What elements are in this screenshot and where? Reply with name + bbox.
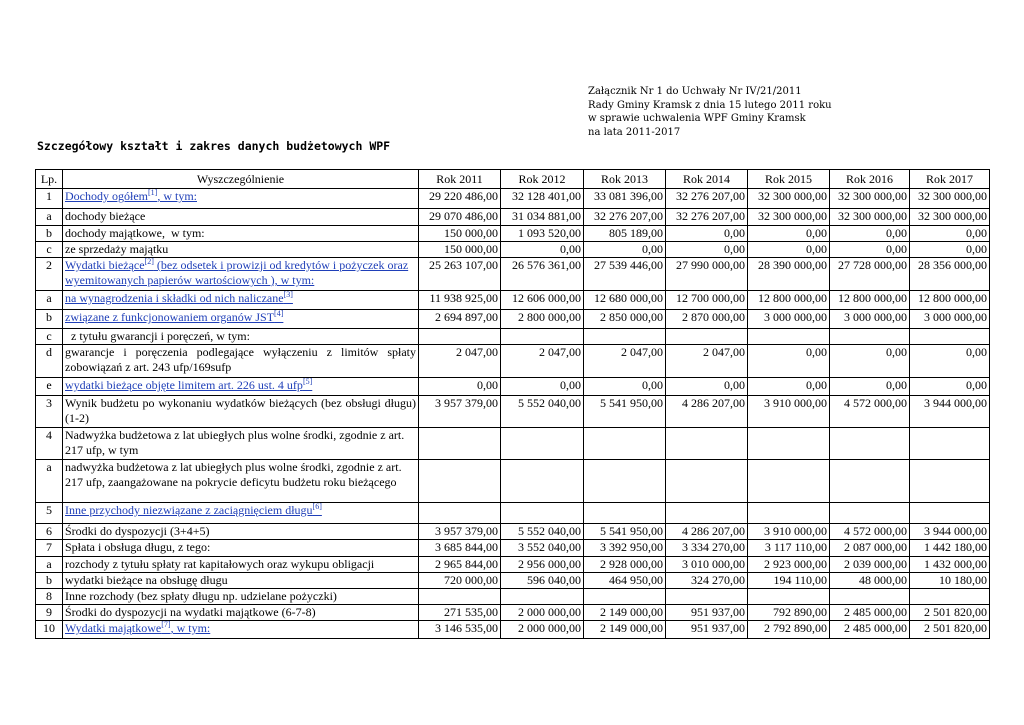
value-cell-2013: 27 539 446,00 (584, 258, 666, 291)
value-cell-2014: 0,00 (666, 242, 748, 258)
annex-line-2: Rady Gminy Kramsk z dnia 15 lutego 2011 roku (588, 99, 832, 111)
value-cell-2012: 2 000 000,00 (501, 605, 584, 621)
row-description (63, 310, 419, 329)
row-description (63, 329, 419, 345)
row-description (63, 226, 419, 242)
row-description (63, 209, 419, 226)
value-cell-2015 (748, 428, 830, 460)
row-description (63, 428, 419, 460)
value-cell-2011: 150 000,00 (419, 242, 501, 258)
row-lp: a (36, 209, 63, 226)
row-lp: 1 (36, 189, 63, 209)
value-cell-2017: 3 944 000,00 (910, 524, 990, 540)
value-cell-2016: 48 000,00 (830, 573, 910, 589)
value-cell-2016 (830, 329, 910, 345)
value-cell-2011 (419, 329, 501, 345)
value-cell-2012: 0,00 (501, 242, 584, 258)
value-cell-2011 (419, 589, 501, 605)
value-cell-2011: 0,00 (419, 378, 501, 396)
value-cell-2016: 0,00 (830, 345, 910, 378)
value-cell-2016: 0,00 (830, 242, 910, 258)
value-cell-2011: 150 000,00 (419, 226, 501, 242)
value-cell-2017 (910, 428, 990, 460)
value-cell-2013: 2 047,00 (584, 345, 666, 378)
row-lp: 7 (36, 540, 63, 557)
value-cell-2012: 5 552 040,00 (501, 396, 584, 428)
row-description (63, 605, 419, 621)
value-cell-2015: 3 910 000,00 (748, 524, 830, 540)
col-header-2015: Rok 2015 (748, 170, 830, 189)
value-cell-2017 (910, 329, 990, 345)
row-lp: a (36, 460, 63, 503)
value-cell-2015 (748, 503, 830, 524)
value-cell-2014: 2 870 000,00 (666, 310, 748, 329)
table-row (36, 524, 990, 540)
footnote-marker: [3] (283, 290, 293, 299)
table-row (36, 258, 990, 291)
link-text: Wydatki bieżące (65, 258, 145, 272)
description-text: z tytułu gwarancji i poręczeń, w tym: (65, 329, 250, 343)
value-cell-2013: 32 276 207,00 (584, 209, 666, 226)
row-lp: b (36, 226, 63, 242)
value-cell-2014: 951 937,00 (666, 605, 748, 621)
description-text: Nadwyżka budżetowa z lat ubiegłych plus wolne środki, zgodnie z art. 217 ufp, w tym (65, 428, 408, 457)
col-header-lp: Lp. (36, 170, 63, 189)
row-lp: 3 (36, 396, 63, 428)
value-cell-2013 (584, 460, 666, 503)
value-cell-2012 (501, 460, 584, 503)
annex-line-3: w sprawie uchwalenia WPF Gminy Kramsk (588, 113, 806, 124)
value-cell-2013: 2 149 000,00 (584, 621, 666, 639)
value-cell-2017: 0,00 (910, 378, 990, 396)
col-header-description: Wyszczególnienie (63, 170, 419, 189)
value-cell-2012: 32 128 401,00 (501, 189, 584, 209)
value-cell-2011: 29 220 486,00 (419, 189, 501, 209)
description-text: Środki do dyspozycji (3+4+5) (65, 524, 210, 538)
value-cell-2013: 5 541 950,00 (584, 524, 666, 540)
row-lp: 10 (36, 621, 63, 639)
row-lp: d (36, 345, 63, 378)
value-cell-2017: 0,00 (910, 226, 990, 242)
resolution-annex-note (588, 85, 832, 139)
document-title: Szczegółowy kształt i zakres danych budżetowych WPF (37, 139, 391, 153)
description-text: Środki do dyspozycji na wydatki majątkowe (6-7-8) (65, 605, 316, 619)
table-row (36, 589, 990, 605)
value-cell-2014: 4 286 207,00 (666, 524, 748, 540)
value-cell-2012: 2 800 000,00 (501, 310, 584, 329)
value-cell-2016 (830, 428, 910, 460)
footnote-marker: [2] (144, 257, 154, 266)
value-cell-2011: 3 957 379,00 (419, 524, 501, 540)
col-header-2014: Rok 2014 (666, 170, 748, 189)
value-cell-2011: 29 070 486,00 (419, 209, 501, 226)
value-cell-2013: 3 392 950,00 (584, 540, 666, 557)
value-cell-2014: 0,00 (666, 226, 748, 242)
value-cell-2016: 12 800 000,00 (830, 291, 910, 310)
description-text: nadwyżka budżetowa z lat ubiegłych plus wolne środki, zgodnie z art. 217 ufp, zaangażowane na pokrycie deficytu budżetu roku bieżącego (65, 460, 405, 489)
value-cell-2015: 28 390 000,00 (748, 258, 830, 291)
row-description (63, 573, 419, 589)
col-header-2013: Rok 2013 (584, 170, 666, 189)
value-cell-2014: 32 276 207,00 (666, 189, 748, 209)
value-cell-2013: 5 541 950,00 (584, 396, 666, 428)
table-row (36, 396, 990, 428)
row-lp: 2 (36, 258, 63, 291)
value-cell-2012 (501, 329, 584, 345)
value-cell-2017: 3 944 000,00 (910, 396, 990, 428)
value-cell-2014 (666, 589, 748, 605)
value-cell-2016 (830, 589, 910, 605)
col-header-2011: Rok 2011 (419, 170, 501, 189)
table-row (36, 345, 990, 378)
value-cell-2011: 2 047,00 (419, 345, 501, 378)
description-text: Wynik budżetu po wykonaniu wydatków bieżących (bez obsługi długu) (1-2) (65, 396, 419, 425)
value-cell-2017: 0,00 (910, 345, 990, 378)
value-cell-2012 (501, 589, 584, 605)
footnote-link[interactable] (65, 378, 312, 392)
value-cell-2013: 464 950,00 (584, 573, 666, 589)
value-cell-2011 (419, 503, 501, 524)
link-text-after: , w tym: (157, 189, 197, 203)
value-cell-2014 (666, 428, 748, 460)
link-text-after: , w tym: (170, 621, 211, 635)
value-cell-2013: 2 928 000,00 (584, 557, 666, 573)
value-cell-2013: 0,00 (584, 378, 666, 396)
row-description (63, 291, 419, 310)
description-text: Spłata i obsługa długu, z tego: (65, 540, 211, 554)
table-row (36, 329, 990, 345)
row-lp: c (36, 242, 63, 258)
row-lp: 9 (36, 605, 63, 621)
value-cell-2016: 32 300 000,00 (830, 189, 910, 209)
table-row (36, 605, 990, 621)
value-cell-2017: 12 800 000,00 (910, 291, 990, 310)
value-cell-2013: 805 189,00 (584, 226, 666, 242)
footnote-link[interactable] (65, 258, 408, 287)
value-cell-2013: 2 149 000,00 (584, 605, 666, 621)
row-description (63, 396, 419, 428)
value-cell-2014 (666, 503, 748, 524)
value-cell-2016: 4 572 000,00 (830, 396, 910, 428)
value-cell-2011: 2 965 844,00 (419, 557, 501, 573)
footnote-link[interactable] (65, 503, 322, 517)
value-cell-2014 (666, 460, 748, 503)
value-cell-2012: 2 000 000,00 (501, 621, 584, 639)
table-header-row (36, 170, 990, 189)
row-description (63, 345, 419, 378)
value-cell-2016: 2 485 000,00 (830, 605, 910, 621)
link-text: związane z funkcjonowaniem organów JST (65, 310, 275, 324)
value-cell-2012: 3 552 040,00 (501, 540, 584, 557)
value-cell-2016: 2 485 000,00 (830, 621, 910, 639)
link-text: Inne przychody niezwiązane z zaciągnięciem długu (65, 503, 313, 517)
value-cell-2013: 12 680 000,00 (584, 291, 666, 310)
value-cell-2013: 0,00 (584, 242, 666, 258)
table-row (36, 310, 990, 329)
row-lp: 6 (36, 524, 63, 540)
value-cell-2017: 3 000 000,00 (910, 310, 990, 329)
value-cell-2012: 31 034 881,00 (501, 209, 584, 226)
value-cell-2016: 0,00 (830, 226, 910, 242)
value-cell-2013: 2 850 000,00 (584, 310, 666, 329)
value-cell-2017: 1 442 180,00 (910, 540, 990, 557)
wpf-budget-table (35, 169, 990, 639)
value-cell-2014: 3 010 000,00 (666, 557, 748, 573)
row-description (63, 189, 419, 209)
value-cell-2017: 2 501 820,00 (910, 605, 990, 621)
value-cell-2011: 3 685 844,00 (419, 540, 501, 557)
row-description (63, 460, 419, 503)
value-cell-2011: 720 000,00 (419, 573, 501, 589)
value-cell-2017: 10 180,00 (910, 573, 990, 589)
row-lp: e (36, 378, 63, 396)
value-cell-2015: 2 792 890,00 (748, 621, 830, 639)
row-description (63, 242, 419, 258)
footnote-link[interactable] (65, 291, 293, 305)
row-lp: a (36, 291, 63, 310)
value-cell-2017: 32 300 000,00 (910, 209, 990, 226)
value-cell-2015 (748, 329, 830, 345)
footnote-marker: [4] (274, 309, 284, 318)
value-cell-2014: 4 286 207,00 (666, 396, 748, 428)
value-cell-2015: 0,00 (748, 345, 830, 378)
value-cell-2012: 12 606 000,00 (501, 291, 584, 310)
row-lp: b (36, 310, 63, 329)
table-row (36, 573, 990, 589)
value-cell-2013 (584, 503, 666, 524)
value-cell-2011: 271 535,00 (419, 605, 501, 621)
row-description (63, 621, 419, 639)
description-text: Inne rozchody (bez spłaty długu np. udzielane pożyczki) (65, 589, 337, 603)
value-cell-2012 (501, 428, 584, 460)
table-row (36, 189, 990, 209)
value-cell-2011: 3 146 535,00 (419, 621, 501, 639)
value-cell-2012: 2 047,00 (501, 345, 584, 378)
value-cell-2015 (748, 589, 830, 605)
row-lp: c (36, 329, 63, 345)
value-cell-2014: 0,00 (666, 378, 748, 396)
value-cell-2011 (419, 460, 501, 503)
value-cell-2016: 32 300 000,00 (830, 209, 910, 226)
row-description (63, 503, 419, 524)
value-cell-2017 (910, 460, 990, 503)
table-row (36, 226, 990, 242)
value-cell-2015: 3 910 000,00 (748, 396, 830, 428)
table-row (36, 503, 990, 524)
row-description (63, 589, 419, 605)
footnote-link[interactable] (65, 189, 197, 203)
description-text: dochody majątkowe, w tym: (65, 226, 205, 240)
row-lp: 4 (36, 428, 63, 460)
value-cell-2015 (748, 460, 830, 503)
row-lp: 8 (36, 589, 63, 605)
col-header-2016: Rok 2016 (830, 170, 910, 189)
value-cell-2013: 33 081 396,00 (584, 189, 666, 209)
link-text-after: (bez odsetek i prowizji od kredytów i pożyczek oraz wyemitowanych papierów wartościowych ), w tym: (65, 258, 409, 287)
col-header-2017: Rok 2017 (910, 170, 990, 189)
annex-line-4: na lata 2011-2017 (588, 126, 681, 138)
value-cell-2015: 0,00 (748, 242, 830, 258)
value-cell-2017 (910, 589, 990, 605)
row-description (63, 378, 419, 396)
value-cell-2014: 2 047,00 (666, 345, 748, 378)
footnote-marker: [7] (161, 620, 171, 629)
link-text: Dochody ogółem (65, 189, 148, 203)
value-cell-2015: 194 110,00 (748, 573, 830, 589)
value-cell-2015: 12 800 000,00 (748, 291, 830, 310)
table-row (36, 378, 990, 396)
value-cell-2016: 2 039 000,00 (830, 557, 910, 573)
value-cell-2014: 27 990 000,00 (666, 258, 748, 291)
table-row (36, 621, 990, 639)
value-cell-2017: 28 356 000,00 (910, 258, 990, 291)
col-header-2012: Rok 2012 (501, 170, 584, 189)
row-description (63, 258, 419, 291)
footnote-marker: [5] (302, 377, 313, 386)
row-description (63, 540, 419, 557)
footnote-link[interactable] (65, 310, 283, 324)
value-cell-2011: 3 957 379,00 (419, 396, 501, 428)
value-cell-2016: 4 572 000,00 (830, 524, 910, 540)
value-cell-2017: 1 432 000,00 (910, 557, 990, 573)
value-cell-2011: 11 938 925,00 (419, 291, 501, 310)
value-cell-2017: 2 501 820,00 (910, 621, 990, 639)
value-cell-2012 (501, 503, 584, 524)
footnote-link[interactable] (65, 621, 210, 635)
footnote-marker: [1] (148, 188, 158, 197)
row-description (63, 524, 419, 540)
table-row (36, 291, 990, 310)
value-cell-2015: 32 300 000,00 (748, 209, 830, 226)
value-cell-2017: 32 300 000,00 (910, 189, 990, 209)
row-lp: b (36, 573, 63, 589)
value-cell-2015: 792 890,00 (748, 605, 830, 621)
value-cell-2013 (584, 589, 666, 605)
description-text: rozchody z tytułu spłaty rat kapitałowych oraz wykupu obligacji (65, 557, 375, 571)
footnote-marker: [6] (312, 502, 322, 511)
value-cell-2016 (830, 503, 910, 524)
value-cell-2012: 596 040,00 (501, 573, 584, 589)
value-cell-2015: 3 117 110,00 (748, 540, 830, 557)
value-cell-2012: 2 956 000,00 (501, 557, 584, 573)
table-row (36, 460, 990, 503)
value-cell-2014: 324 270,00 (666, 573, 748, 589)
value-cell-2017 (910, 503, 990, 524)
table-row (36, 209, 990, 226)
value-cell-2012: 1 093 520,00 (501, 226, 584, 242)
description-text: ze sprzedaży majątku (65, 242, 169, 256)
value-cell-2016: 27 728 000,00 (830, 258, 910, 291)
value-cell-2012: 5 552 040,00 (501, 524, 584, 540)
value-cell-2014: 12 700 000,00 (666, 291, 748, 310)
description-text: dochody bieżące (65, 209, 146, 223)
value-cell-2012: 26 576 361,00 (501, 258, 584, 291)
value-cell-2015: 3 000 000,00 (748, 310, 830, 329)
annex-line-1: Załącznik Nr 1 do Uchwały Nr IV/21/2011 (588, 86, 802, 97)
value-cell-2016: 3 000 000,00 (830, 310, 910, 329)
row-description (63, 557, 419, 573)
value-cell-2014: 3 334 270,00 (666, 540, 748, 557)
value-cell-2013 (584, 329, 666, 345)
description-text: wydatki bieżące na obsługę długu (65, 573, 228, 587)
value-cell-2016 (830, 460, 910, 503)
value-cell-2011: 25 263 107,00 (419, 258, 501, 291)
row-lp: a (36, 557, 63, 573)
row-lp: 5 (36, 503, 63, 524)
link-text: na wynagrodzenia i składki od nich naliczane (65, 291, 284, 305)
value-cell-2014: 951 937,00 (666, 621, 748, 639)
value-cell-2015: 2 923 000,00 (748, 557, 830, 573)
link-text: Wydatki majątkowe (65, 621, 162, 635)
value-cell-2015: 0,00 (748, 226, 830, 242)
table-row (36, 242, 990, 258)
value-cell-2013 (584, 428, 666, 460)
value-cell-2015: 0,00 (748, 378, 830, 396)
value-cell-2014 (666, 329, 748, 345)
value-cell-2015: 32 300 000,00 (748, 189, 830, 209)
table-row (36, 540, 990, 557)
description-text: gwarancje i poręczenia podlegające wyłączeniu z limitów spłaty zobowiązań z art. 243 ufp/169sufp (65, 345, 419, 374)
value-cell-2011 (419, 428, 501, 460)
link-text: wydatki bieżące objęte limitem art. 226 ust. 4 ufp (65, 378, 303, 392)
table-row (36, 557, 990, 573)
value-cell-2016: 0,00 (830, 378, 910, 396)
value-cell-2012: 0,00 (501, 378, 584, 396)
table-row (36, 428, 990, 460)
value-cell-2016: 2 087 000,00 (830, 540, 910, 557)
value-cell-2014: 32 276 207,00 (666, 209, 748, 226)
value-cell-2017: 0,00 (910, 242, 990, 258)
value-cell-2011: 2 694 897,00 (419, 310, 501, 329)
